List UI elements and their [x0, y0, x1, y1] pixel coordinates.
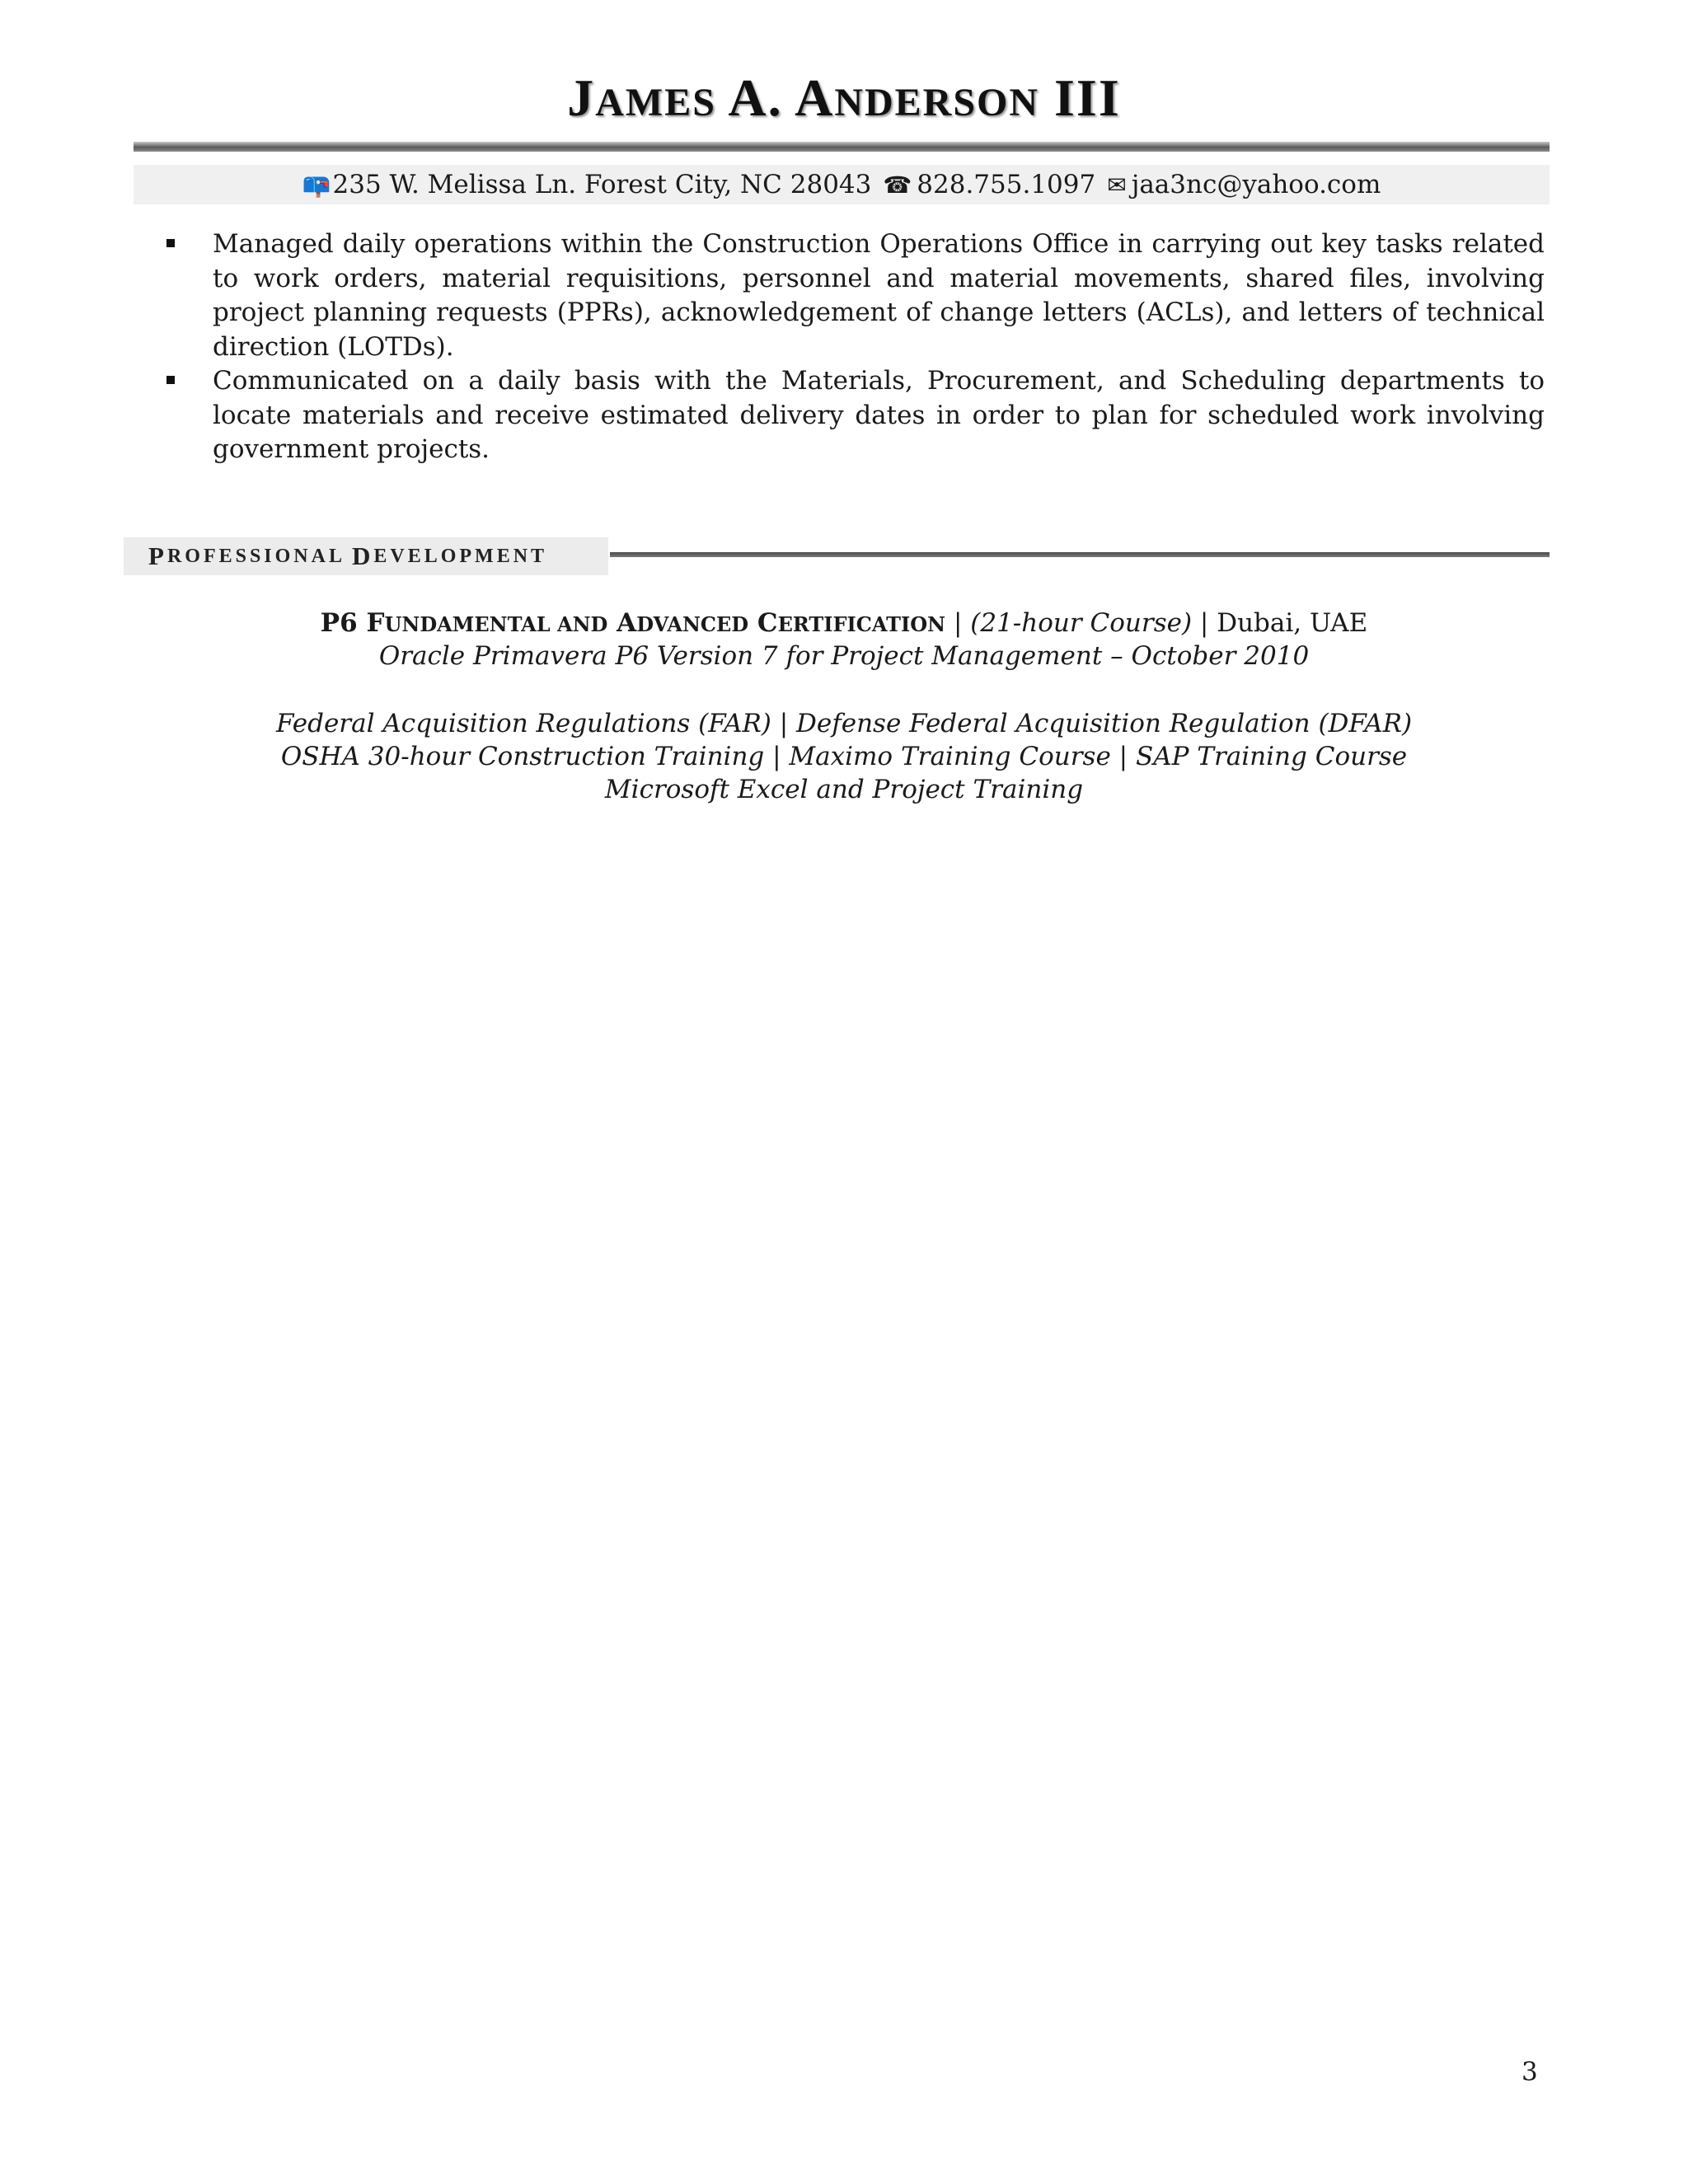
telephone-icon: ☎ [883, 171, 912, 199]
bullet-square-icon [166, 376, 175, 384]
certification-title: P6 FUNDAMENTAL AND ADVANCED CERTIFICATION | (21-hour Course) | Dubai, UAE [320, 608, 1368, 638]
experience-bullets [163, 227, 1545, 467]
bullet-square-icon [166, 239, 175, 247]
section-rule [610, 552, 1550, 557]
page-number: 3 [1522, 2057, 1538, 2087]
envelope-icon: ✉ [1107, 171, 1127, 199]
contact-bar [134, 165, 1550, 204]
contact-email[interactable]: jaa3nc@yahoo.com [1131, 170, 1381, 199]
certification-detail: Oracle Primavera P6 Version 7 for Project Management – October 2010 [378, 641, 1310, 671]
candidate-name: JAMES A. ANDERSON III [567, 68, 1121, 127]
bullet-item: Managed daily operations within the Construction Operations Office in carrying out key tasks related to work orders, material requisitions, personnel and material movements, shared files, involving project planning requests (PPRs), acknowledgement of change letters (ACLs), and letters of technical direction (LOTDs). [163, 227, 1545, 364]
section-heading-professional-development: P ROFESSIONAL D EVELOPMENT [124, 537, 608, 575]
bullet-item: Communicated on a daily basis with the Materials, Procurement, and Scheduling departments to locate materials and receive estimated delivery dates in order to plan for scheduled work involving government projects. [163, 364, 1545, 467]
mailbox-icon: 📪 [302, 171, 331, 199]
training-line: Microsoft Excel and Project Training [604, 775, 1084, 804]
header-rule [134, 142, 1550, 152]
contact-address: 235 W. Melissa Ln. Forest City, NC 28043 [332, 170, 872, 199]
training-line: Federal Acquisition Regulations (FAR) | Defense Federal Acquisition Regulation (DFAR) [275, 709, 1413, 738]
training-line: OSHA 30-hour Construction Training | Maximo Training Course | SAP Training Course [280, 742, 1408, 771]
contact-phone: 828.755.1097 [917, 170, 1096, 199]
course-location: Dubai, UAE [1217, 608, 1368, 638]
course-duration: (21-hour Course) [970, 608, 1193, 638]
